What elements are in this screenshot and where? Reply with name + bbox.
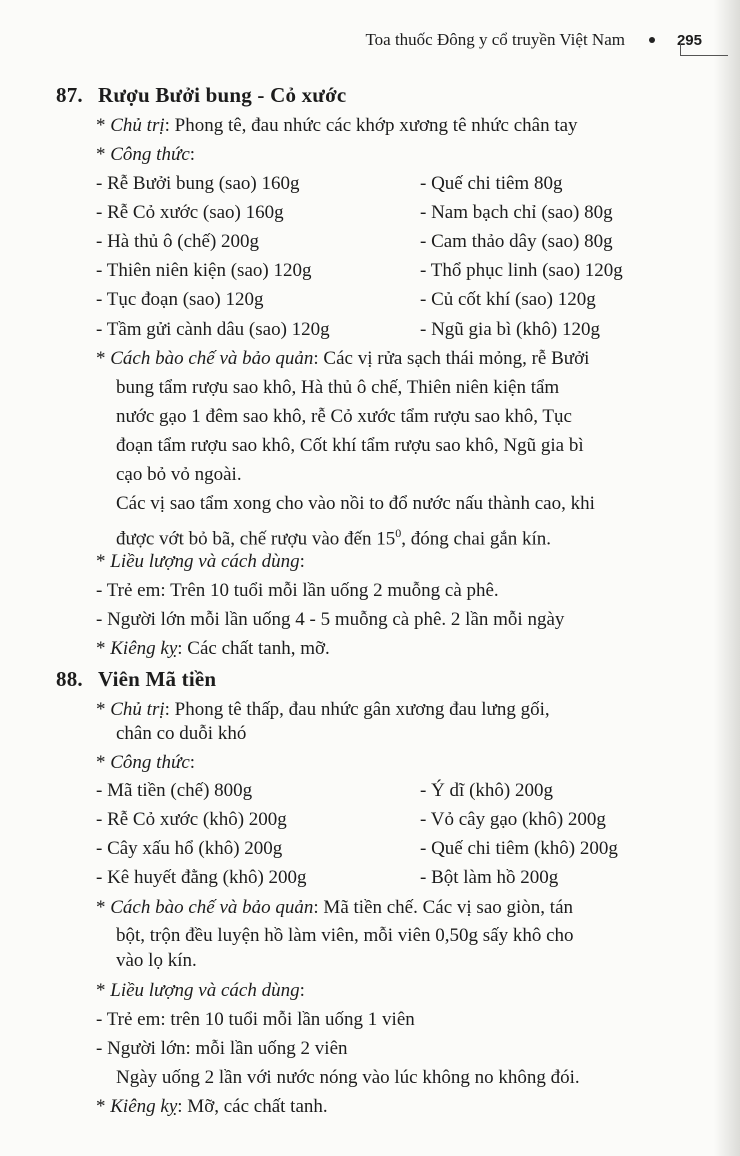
ingredient: - Thiên niên kiện (sao) 120g bbox=[96, 260, 312, 281]
chu-tri-line: * Chủ trị: Phong tê, đau nhức các khớp xương tê nhức chân tay bbox=[96, 115, 578, 136]
recipe-name: Viên Mã tiền bbox=[98, 667, 217, 691]
ingredient: - Thổ phục linh (sao) 120g bbox=[420, 260, 623, 281]
lieu-luong-label: Liều lượng và cách dùng bbox=[110, 980, 300, 1001]
dosage-text: - Người lớn: mỗi lần uống 2 viên bbox=[96, 1038, 348, 1059]
cong-thuc-label: Công thức bbox=[110, 752, 190, 773]
header-rule-tick bbox=[680, 44, 681, 55]
dosage-text: - Trẻ em: trên 10 tuổi mỗi lần uống 1 viên bbox=[96, 1009, 415, 1030]
ingredient: - Kê huyết đằng (khô) 200g bbox=[96, 867, 307, 888]
kieng-ky-line: * Kiêng kỵ: Các chất tanh, mỡ. bbox=[96, 638, 330, 659]
che-bien-text: Các vị sao tẩm xong cho vào nồi to đổ nước nấu thành cao, khi bbox=[116, 493, 595, 514]
chu-tri-text: : Phong tê, đau nhức các khớp xương tê nhức chân tay bbox=[164, 115, 578, 136]
kieng-ky-text: : Các chất tanh, mỡ. bbox=[177, 638, 330, 659]
che-bien-text: : Mã tiền chế. Các vị sao giòn, tán bbox=[313, 897, 574, 918]
che-bien-text: bột, trộn đều luyện hồ làm viên, mỗi viên 0,50g sấy khô cho bbox=[116, 925, 574, 946]
che-bien-line: * Cách bào chế và bảo quản: Mã tiền chế. Các vị sao giòn, tán bbox=[96, 897, 574, 918]
recipe-title bbox=[56, 80, 346, 110]
recipe-number: 87. bbox=[56, 83, 83, 107]
kieng-ky-text: : Mỡ, các chất tanh. bbox=[177, 1096, 328, 1117]
lieu-luong-line: * Liều lượng và cách dùng: bbox=[96, 551, 305, 572]
ingredient: - Quế chi tiêm 80g bbox=[420, 173, 563, 194]
header-rule bbox=[680, 55, 728, 56]
ingredient: - Cây xấu hổ (khô) 200g bbox=[96, 838, 283, 859]
che-bien-text: : Các vị rửa sạch thái mỏng, rễ Bưởi bbox=[313, 348, 590, 369]
kieng-ky-label: Kiêng kỵ bbox=[110, 1096, 178, 1117]
lieu-luong-line: * Liều lượng và cách dùng: bbox=[96, 980, 305, 1001]
lieu-luong-label: Liều lượng và cách dùng bbox=[110, 551, 300, 572]
cong-thuc-label: Công thức bbox=[110, 144, 190, 165]
che-bien-text: cạo bỏ vỏ ngoài. bbox=[116, 464, 242, 485]
che-bien-text: nước gạo 1 đêm sao khô, rễ Cỏ xước tẩm rượu sao khô, Tục bbox=[116, 406, 572, 427]
recipe-number: 88. bbox=[56, 667, 83, 691]
che-bien-text: bung tẩm rượu sao khô, Hà thủ ô chế, Thiên niên kiện tẩm bbox=[116, 377, 560, 398]
ingredient: - Tầm gửi cành dâu (sao) 120g bbox=[96, 319, 330, 340]
ingredient: - Bột làm hồ 200g bbox=[420, 867, 559, 888]
chu-tri-text: : Phong tê thấp, đau nhức gân xương đau lưng gối, bbox=[164, 699, 550, 720]
page-edge-shadow bbox=[714, 0, 740, 1156]
running-header bbox=[365, 28, 702, 52]
bullet-dot bbox=[649, 37, 655, 43]
chu-tri-label: Chủ trị bbox=[110, 699, 165, 720]
kieng-ky-label: Kiêng kỵ bbox=[110, 638, 178, 659]
ingredient: - Rễ Bưởi bung (sao) 160g bbox=[96, 173, 300, 194]
dosage-text: - Người lớn mỗi lần uống 4 - 5 muỗng cà phê. 2 lần mỗi ngày bbox=[96, 609, 565, 630]
che-bien-text: vào lọ kín. bbox=[116, 950, 197, 971]
chu-tri-text: chân co duỗi khó bbox=[116, 723, 247, 744]
dosage-text: - Trẻ em: Trên 10 tuổi mỗi lần uống 2 muỗng cà phê. bbox=[96, 580, 499, 601]
ingredient: - Ý dĩ (khô) 200g bbox=[420, 780, 553, 801]
dosage-text: Ngày uống 2 lần với nước nóng vào lúc không no không đói. bbox=[116, 1067, 580, 1088]
recipe-title bbox=[56, 664, 216, 694]
ingredient: - Cam thảo dây (sao) 80g bbox=[420, 231, 613, 252]
chu-tri-line: * Chủ trị: Phong tê thấp, đau nhức gân xương đau lưng gối, bbox=[96, 699, 550, 720]
ingredient: - Rễ Cỏ xước (sao) 160g bbox=[96, 202, 284, 223]
chu-tri-label: Chủ trị bbox=[110, 115, 165, 136]
cong-thuc-line: * Công thức: bbox=[96, 144, 196, 165]
che-bien-text: được vớt bỏ bã, chế rượu vào đến $15^0$, đóng chai gắn kín. bbox=[116, 526, 552, 550]
ingredient: - Vỏ cây gạo (khô) 200g bbox=[420, 809, 606, 830]
kieng-ky-line: * Kiêng kỵ: Mỡ, các chất tanh. bbox=[96, 1096, 328, 1117]
ingredient: - Hà thủ ô (chế) 200g bbox=[96, 231, 260, 252]
che-bien-line: * Cách bào chế và bảo quản: Các vị rửa sạch thái mỏng, rễ Bưởi bbox=[96, 348, 590, 369]
page-number: 295 bbox=[676, 31, 702, 49]
che-bien-label: Cách bào chế và bảo quản bbox=[110, 348, 314, 369]
ingredient: - Quế chi tiêm (khô) 200g bbox=[420, 838, 618, 859]
ingredient: - Nam bạch chỉ (sao) 80g bbox=[420, 202, 613, 223]
che-bien-label: Cách bào chế và bảo quản bbox=[110, 897, 314, 918]
cong-thuc-line: * Công thức: bbox=[96, 752, 196, 773]
ingredient: - Rễ Cỏ xước (khô) 200g bbox=[96, 809, 287, 830]
ingredient: - Mã tiền (chế) 800g bbox=[96, 780, 253, 801]
che-bien-text: đoạn tẩm rượu sao khô, Cốt khí tẩm rượu sao khô, Ngũ gia bì bbox=[116, 435, 584, 456]
recipe-name: Rượu Bưởi bung - Cỏ xước bbox=[98, 83, 347, 107]
running-title: Toa thuốc Đông y cổ truyền Việt Nam bbox=[365, 30, 625, 49]
ingredient: - Ngũ gia bì (khô) 120g bbox=[420, 319, 600, 340]
ingredient: - Tục đoạn (sao) 120g bbox=[96, 289, 264, 310]
ingredient: - Củ cốt khí (sao) 120g bbox=[420, 289, 596, 310]
